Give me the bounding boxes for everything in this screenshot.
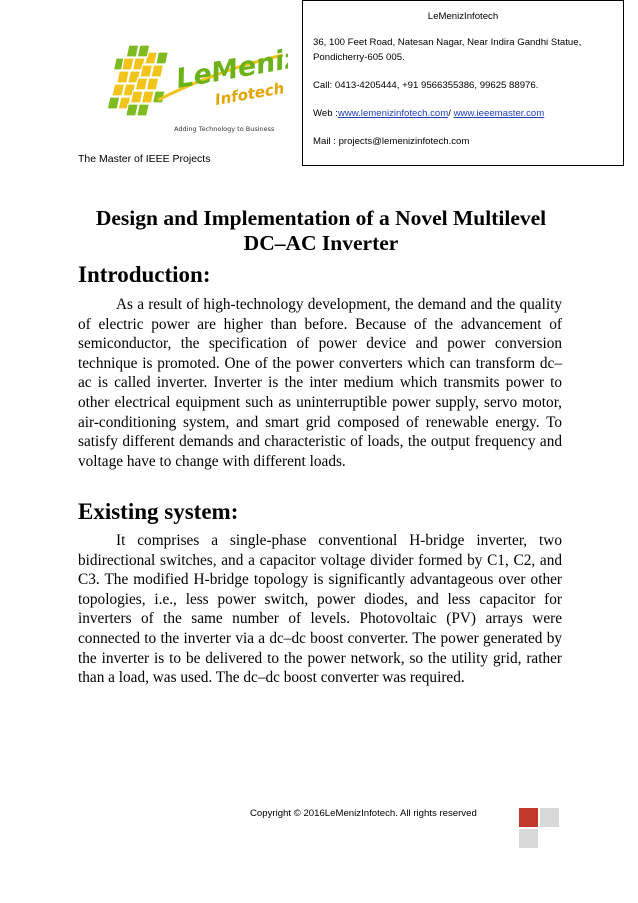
website-link-ieeemaster[interactable]: www.ieeemaster.com bbox=[453, 108, 545, 119]
contact-mail: Mail : projects@lemenizinfotech.com bbox=[313, 136, 470, 147]
logo-slogan: Adding Technology to Business bbox=[174, 125, 275, 133]
logo-subword: Infotech bbox=[213, 79, 286, 109]
section-body-introduction: As a result of high-technology development, the demand and the quality of electric power are higher than before. Because of the advancement of semiconductor, the specification of power device and power conversion technique is promoted. One of the power converters which can transform dc–ac is called inverter. Inverter is the inter medium which transmits power to other electrical equipment such as uninterruptible power supply, servo motor, air-conditioning system, and smart grid composed of renewable energy. To satisfy different demands and characteristic of loads, the output frequency and voltage have to change with different loads. bbox=[78, 296, 562, 470]
logo-wordmark: LeMeniz bbox=[173, 42, 288, 95]
contact-company: LeMenizInfotech bbox=[427, 11, 499, 22]
footer-square-red bbox=[519, 808, 538, 827]
web-prefix: Web : bbox=[313, 108, 338, 119]
header-tagline: The Master of IEEE Projects bbox=[78, 153, 211, 165]
document-title: Design and Implementation of a Novel Multilevel DC–AC Inverter bbox=[95, 206, 547, 255]
footer-copyright: Copyright © 2016LeMenizInfotech. All rights reserved bbox=[250, 808, 477, 819]
contact-box bbox=[302, 0, 624, 166]
website-link-lemeniz[interactable]: www.lemenizinfotech.com bbox=[337, 108, 449, 119]
section-heading-introduction: Introduction: bbox=[78, 262, 211, 287]
company-logo bbox=[98, 30, 288, 140]
footer-square-gray bbox=[519, 829, 538, 848]
contact-address: 36, 100 Feet Road, Natesan Nagar, Near Indira Gandhi Statue, Pondicherry-605 005. bbox=[313, 37, 582, 63]
footer-square-gray bbox=[540, 808, 559, 827]
section-body-existing-system: It comprises a single-phase conventional H-bridge inverter, two bidirectional switches, and a capacitor voltage divider formed by C1, C2, and C3. The modified H-bridge topology is significantly advantageous over other topologies, i.e., less power switch, power diodes, and less capacitor for inverters of the same number of levels. Photovoltaic (PV) arrays were connected to the inverter via a dc–dc boost converter. The power generated by the inverter is to be delivered to the power network, so the utility grid, rather than a load, was used. The dc–dc boost converter was required. bbox=[78, 532, 562, 687]
contact-web bbox=[313, 106, 613, 121]
solar-panel-icon bbox=[104, 45, 175, 116]
contact-phone: Call: 0413-4205444, +91 9566355386, 99625 88976. bbox=[313, 80, 539, 91]
web-separator: / bbox=[448, 108, 454, 119]
section-heading-existing-system: Existing system: bbox=[78, 499, 239, 524]
